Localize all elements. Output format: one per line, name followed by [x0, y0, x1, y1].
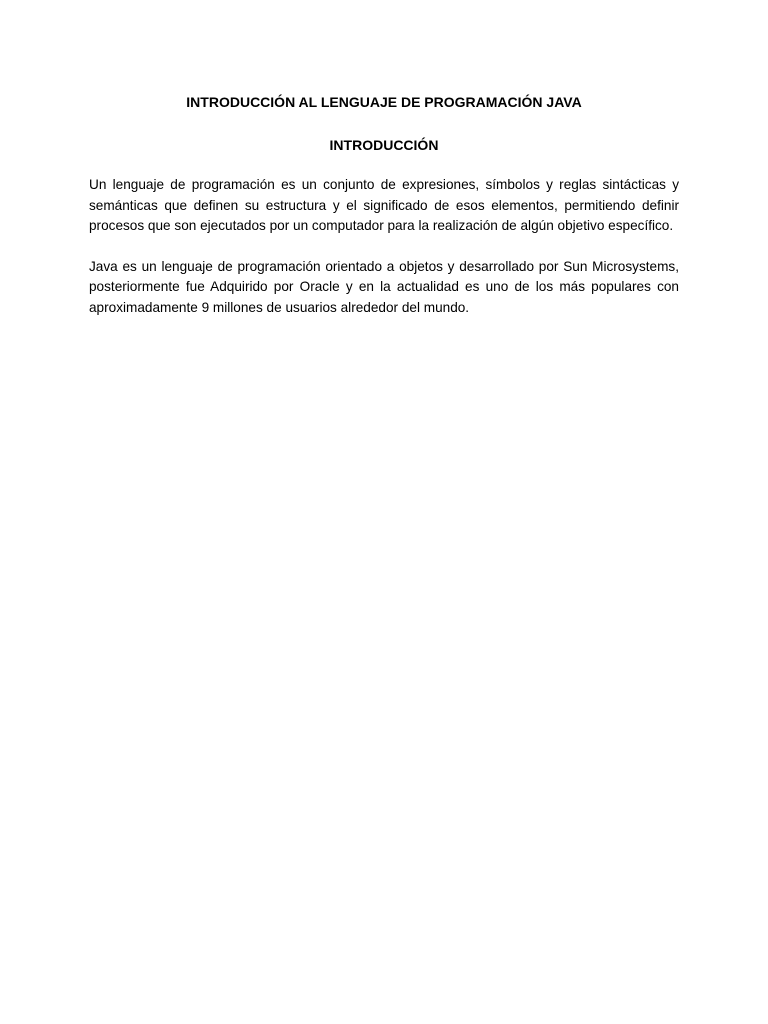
paragraph-java: Java es un lenguaje de programación orientado a objetos y desarrollado por Sun Microsystems, posteriormente fue Adquirido por Oracle y en la actualidad es uno de los más populares con aproximadamente 9 millones de usuarios alrededor del mundo.	[89, 258, 679, 315]
section-heading: INTRODUCCIÓN	[329, 137, 439, 153]
paragraph-definition: Un lenguaje de programación es un conjunto de expresiones, símbolos y reglas sintácticas y semánticas que definen su estructura y el significado de esos elementos, permitiendo definir procesos que son ejecutados por un computador para la realización de algún objetivo específico.	[89, 177, 679, 233]
document-title: INTRODUCCIÓN AL LENGUAJE DE PROGRAMACIÓN JAVA	[186, 94, 582, 110]
document-page	[89, 92, 679, 318]
